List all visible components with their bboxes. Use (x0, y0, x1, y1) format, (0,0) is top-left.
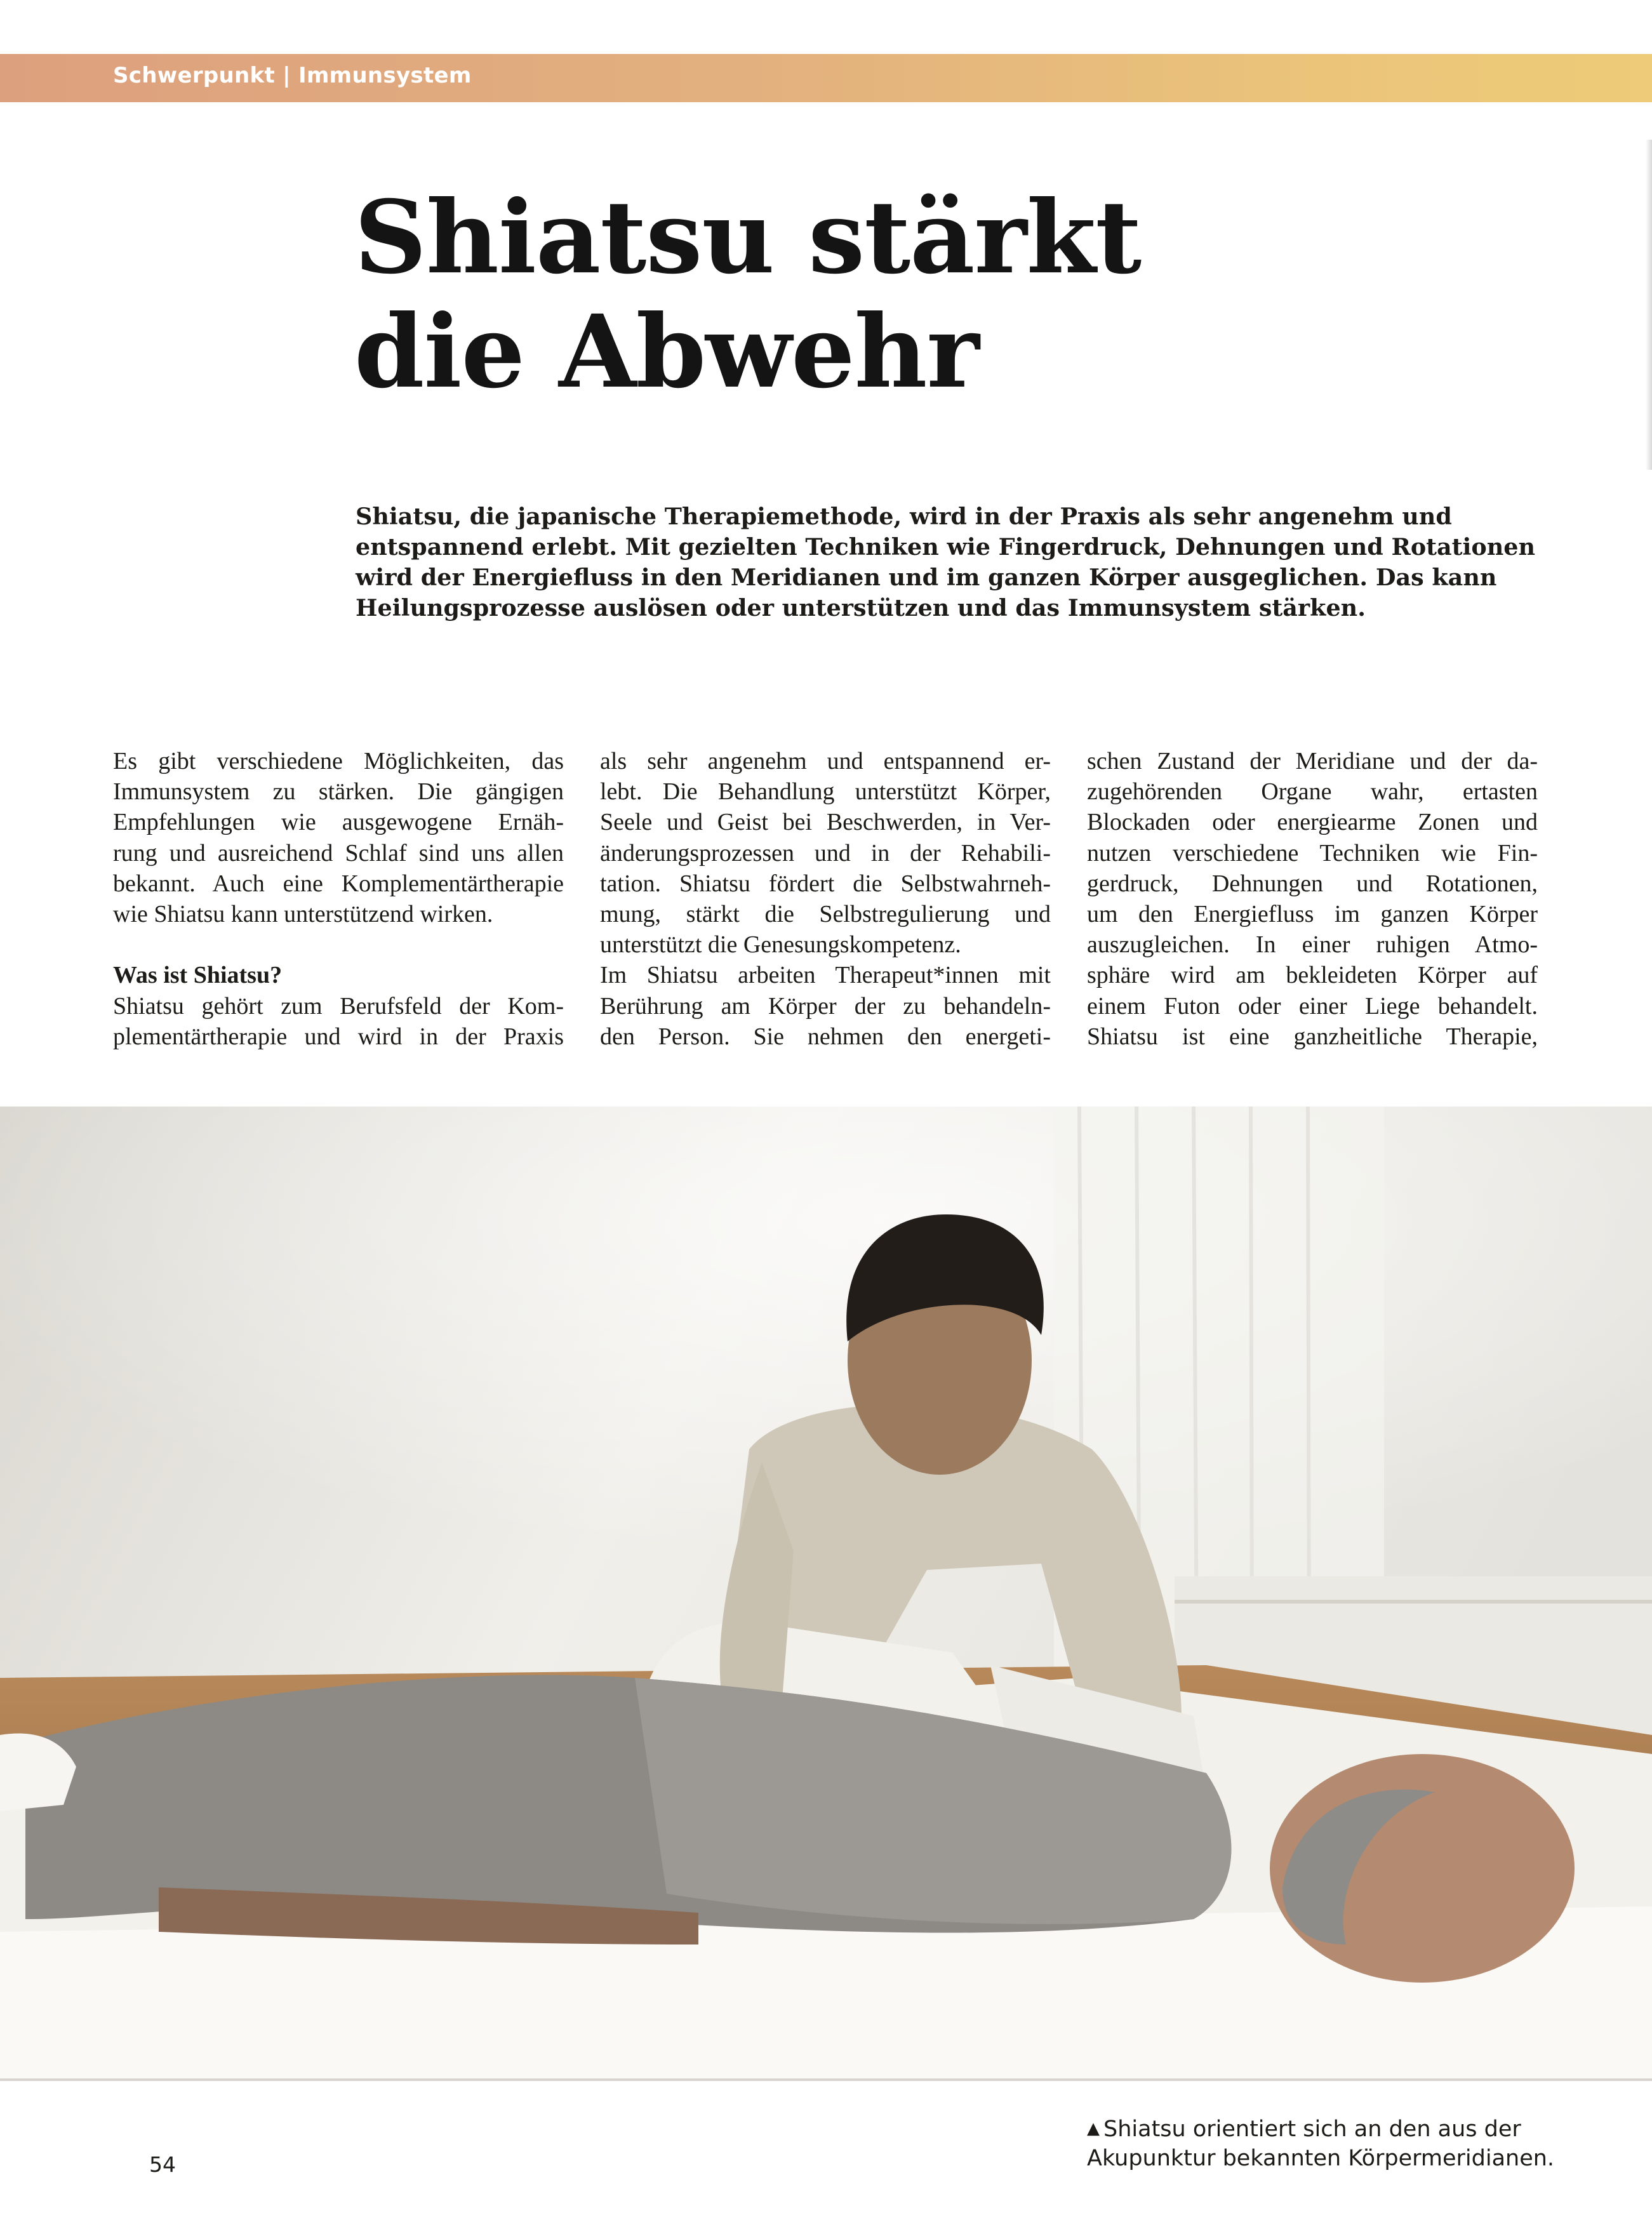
body-line: Immunsystem zu stärken. Die gängigen (113, 778, 564, 806)
article-title (354, 181, 1370, 409)
section-header-bar (0, 54, 1652, 102)
body-line: Shiatsu gehört zum Berufsfeld der Kom- (113, 992, 564, 1020)
lead-line: Heilungsprozesse auslösen oder unterstützen und das Immunsystem stärken. (356, 594, 1366, 622)
body-line: zugehörenden Organe wahr, ertasten (1087, 778, 1538, 806)
body-line: schen Zustand der Meridiane und der da- (1087, 748, 1538, 774)
body-line: plementärtherapie und wird in der Praxis (113, 1023, 564, 1050)
body-line: nutzen verschiedene Techniken wie Fin- (1087, 839, 1538, 867)
section-label: Schwerpunkt | Immunsystem (113, 63, 472, 88)
body-line: sphäre wird am bekleideten Körper auf (1087, 962, 1538, 989)
lead-paragraph (356, 502, 1536, 623)
body-line: einem Futon oder einer Liege behandelt. (1087, 992, 1538, 1020)
body-line: lebt. Die Behandlung unterstützt Körper, (600, 778, 1051, 806)
body-line: mung, stärkt die Selbstregulierung und (600, 900, 1051, 927)
body-line: Blockaden oder energiearme Zonen und (1087, 809, 1538, 836)
body-line: tation. Shiatsu fördert die Selbstwahrneh- (600, 870, 1051, 897)
body-line: rung und ausreichend Schlaf sind uns allen (113, 839, 564, 867)
body-line: Empfehlungen wie ausgewogene Ernäh- (113, 809, 564, 836)
caption-line (1087, 2114, 1608, 2144)
caption-text: Shiatsu orientiert sich an den aus der (1103, 2117, 1521, 2142)
body-line: den Person. Sie nehmen den energeti- (600, 1023, 1051, 1050)
body-line: Im Shiatsu arbeiten Therapeut*innen mit (600, 962, 1051, 989)
body-line: Berührung am Körper der zu behandeln- (600, 992, 1051, 1020)
image-caption (1087, 2114, 1608, 2173)
body-column-3 (1087, 746, 1538, 1052)
lead-line: entspannend erlebt. Mit gezielten Techniken wie Fingerdruck, Dehnungen und Rotationen (356, 533, 1536, 561)
lead-line: Shiatsu, die japanische Therapiemethode, wird in der Praxis als sehr angenehm und (356, 503, 1452, 530)
title-line-2: die Abwehr (354, 293, 979, 411)
lead-line: wird der Energiefluss in den Meridianen und im ganzen Körper ausgeglichen. Das kann (356, 564, 1497, 591)
page-number: 54 (149, 2152, 176, 2177)
body-column-1 (113, 746, 564, 1052)
subheading: Was ist Shiatsu? (113, 962, 283, 989)
body-line: bekannt. Auch eine Komplementärtherapie (113, 870, 564, 897)
triangle-up-icon: ▲ (1087, 2119, 1100, 2138)
body-line: als sehr angenehm und entspannend er- (600, 748, 1051, 774)
photo-shiatsu-treatment-icon (0, 1107, 1652, 2081)
body-line: gerdruck, Dehnungen und Rotationen, (1087, 870, 1538, 897)
shiatsu-photo (0, 1107, 1652, 2081)
body-line: Es gibt verschiedene Möglichkeiten, das (113, 748, 564, 774)
body-line: Seele und Geist bei Beschwerden, in Ver- (600, 809, 1051, 836)
body-line: um den Energiefluss im ganzen Körper (1087, 900, 1538, 927)
paragraph-gap (113, 929, 564, 960)
body-column-2 (600, 746, 1051, 1052)
page-edge-shadow (1646, 140, 1652, 470)
body-line: auszugleichen. In einer ruhigen Atmo- (1087, 931, 1538, 959)
body-line: änderungsprozessen und in der Rehabili- (600, 839, 1051, 867)
caption-line: Akupunktur bekannten Körpermeridianen. (1087, 2146, 1555, 2171)
body-line: wie Shiatsu kann unterstützend wirken. (113, 900, 493, 927)
body-line: unterstützt die Genesungskompetenz. (600, 931, 961, 959)
body-line: Shiatsu ist eine ganzheitliche Therapie, (1087, 1023, 1538, 1050)
title-line-1: Shiatsu stärkt (354, 179, 1142, 296)
